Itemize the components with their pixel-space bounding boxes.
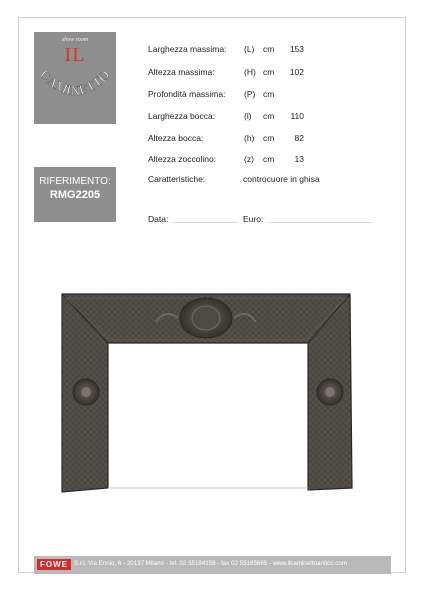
spec-value: 102 [289, 67, 304, 77]
spec-label: Larghezza bocca: [148, 111, 216, 121]
reference-label: RIFERIMENTO: [39, 176, 111, 187]
spec-label: Altezza bocca: [148, 133, 204, 143]
spec-symbol: (l) [244, 111, 252, 121]
spec-unit: cm [263, 133, 275, 143]
spec-unit: cm [263, 89, 275, 99]
spec-unit: cm [263, 154, 275, 164]
footer-contact: S.r.l. Via Ennio, 6 - 20137 Milano - tel. 02 55184159 - fax 02 55185665 - www.ilcaminettoantico.com [74, 560, 347, 567]
spec-label: Altezza massima: [148, 67, 215, 77]
logo-wordmark [34, 62, 116, 122]
footer-bar [34, 556, 391, 574]
logo-il: IL [64, 44, 86, 66]
euro-field-line [268, 222, 371, 223]
fireplace-photo [52, 288, 360, 498]
logo-name: CAMINETTO [37, 66, 113, 99]
spec-value: 13 [294, 154, 304, 164]
date-field-line [172, 222, 238, 223]
spec-label: Larghezza massima: [148, 44, 227, 54]
features-label: Caratteristiche: [148, 174, 206, 184]
logo [34, 32, 116, 124]
spec-value: 82 [294, 133, 304, 143]
spec-symbol: (H) [244, 67, 256, 77]
features-value: controcuore in ghisa [243, 174, 320, 184]
spec-unit: cm [263, 111, 275, 121]
svg-text:CAMINETTO [37, 67, 112, 98]
euro-label: Euro: [243, 214, 264, 224]
spec-symbol: (h) [244, 133, 255, 143]
footer-brand: FOWE [37, 559, 71, 570]
spec-value: 110 [290, 111, 304, 121]
spec-label: Altezza zoccolino: [148, 154, 217, 164]
logo-tagline: show room [61, 37, 89, 43]
spec-symbol: (L) [244, 44, 255, 54]
spec-unit: cm [263, 44, 275, 54]
spec-symbol: (P) [244, 89, 256, 99]
spec-label: Profondità massima: [148, 89, 226, 99]
spec-symbol: (z) [244, 154, 254, 164]
spec-unit: cm [263, 67, 275, 77]
date-label: Data: [148, 214, 169, 224]
reference-code: RMG2205 [49, 189, 101, 201]
spec-value: 153 [289, 44, 304, 54]
reference-box [34, 167, 116, 222]
